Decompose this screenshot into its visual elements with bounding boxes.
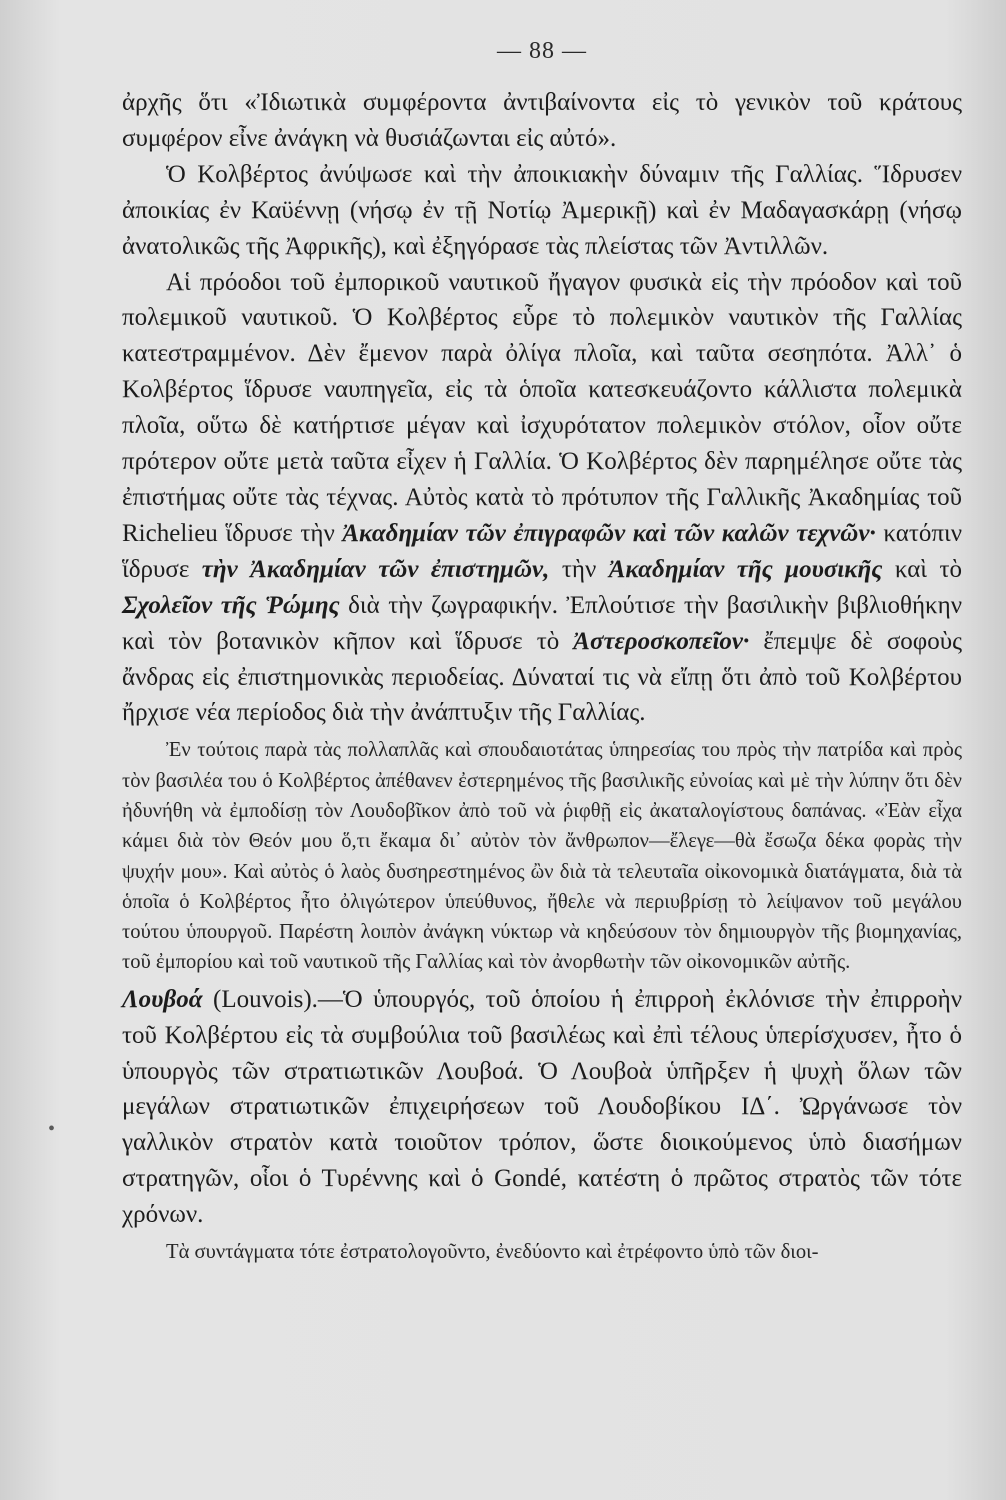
navy-text: Αἱ πρόοδοι τοῦ ἐμπορικοῦ ναυτικοῦ ἤγαγον φυσικὰ εἰς τὴν πρόοδον καὶ τοῦ πολεμικοῦ ναυτικοῦ. Ὁ Κολβέρτος εὗρε τὸ πολεμικὸν ναυτικὸν τῆς Γαλλίας κατεστραμμένον. Δὲν ἔμενον παρὰ ὀλίγα πλοῖα, καὶ ταῦτα σεσηπότα. Ἀλλ᾿ ὁ Κολβέρτος ἵδρυσε ναυπηγεῖα, εἰς τὰ ὁποῖα κατεσκευάζοντο κάλλιστα πολεμικὰ πλοῖα, οὕτω δὲ κατήρτισε μέγαν καὶ ἰσχυρότατον πολεμικὸν στόλον, οἷον οὔτε πρότερον οὔτε μετὰ ταῦτα εἶχεν ἡ Γαλλία. Ὁ Κολβέρτος δὲν παρημέλησε οὔτε τὰς ἐπιστήμας οὔτε τὰς τέχνας. Αὐτὸς κατὰ τὸ πρότυπον τῆς Γαλλικῆς Ἀκαδημίας τοῦ Richelieu ἵδρυσε τὴν xyxy=(122,268,962,547)
margin-dot: • xyxy=(48,1118,56,1140)
academy-inscriptions-term: Ἀκαδημίαν τῶν ἐπιγραφῶν καὶ τῶν καλῶν τεχνῶν· xyxy=(342,519,876,547)
navy-text-5: διὰ τὴν ζωγραφικήν. Ἐπλούτισε τὴν βασιλικὴν βιβλιοθήκην καὶ τὸν βοτανικὸν κῆπον καὶ ἵδρυσε τὸ xyxy=(122,591,963,655)
school-of-rome-term: Σχολεῖον τῆς Ῥώμης xyxy=(122,591,340,619)
paragraph-navy-and-academies xyxy=(122,265,962,732)
paragraph-regiments: Τὰ συντάγματα τότε ἐστρατολογοῦντο, ἐνεδύοντο καὶ ἐτρέφοντο ὑπὸ τῶν διοι- xyxy=(166,1241,819,1264)
navy-text-4: καὶ τὸ xyxy=(894,555,963,583)
louvois-text: (Louvois).—Ὁ ὑπουργός, τοῦ ὁποίου ἡ ἐπιρροὴ ἐκλόνισε τὴν ἐπιρροὴν τοῦ Κολβέρτου εἰς τὰ συμβούλια τοῦ βασιλέως καὶ ἐπὶ τέλους ὑπερίσχυσεν, ἦτο ὁ ὑπουργὸς τῶν στρατιωτικῶν Λουβοά. Ὁ Λουβοὰ ὑπῆρξεν ἡ ψυχὴ ὅλων τῶν μεγάλων στρατιωτικῶν ἐπιχειρήσεων τοῦ Λουδοβίκου ΙΔ΄. Ὠργάνωσε τὸν γαλλικὸν στρατὸν κατὰ τοιοῦτον τρόπον, ὥστε διοικούμενος ὑπὸ διασήμων στρατηγῶν, οἷοι ὁ Τυρέννης καὶ ὁ Gondé, κατέστη ὁ πρῶτος στρατὸς τῶν τότε χρόνων. xyxy=(122,985,962,1229)
academy-sciences-term: τὴν Ἀκαδημίαν τῶν ἐπιστημῶν, xyxy=(201,555,550,583)
page-number: — 88 — xyxy=(497,38,587,64)
navy-text-6: ἔπεμψε δὲ σοφοὺς ἄνδρας εἰς ἐπιστημονικὰς περιοδείας. Δύναταί τις νὰ εἴπῃ ὅτι ἀπὸ τοῦ Κολβέρτου ἤρχισε νέα περίοδος διὰ τὴν ἀνάπτυξιν τῆς Γαλλίας. xyxy=(122,627,963,727)
paragraph-intro-quote: ἀρχῆς ὅτι «Ἰδιωτικὰ συμφέροντα ἀντιβαίνοντα εἰς τὸ γενικὸν τοῦ κράτους συμφέρον εἶνε ἀνάγκη νὰ θυσιάζωνται εἰς αὐτό». xyxy=(122,89,962,152)
paragraph-louvois xyxy=(122,982,962,1233)
louvois-heading: Λουβοά xyxy=(122,985,203,1013)
navy-text-2: κατόπιν ἵδρυσε xyxy=(122,519,963,583)
paragraph-colonial-power: Ὁ Κολβέρτος ἀνύψωσε καὶ τὴν ἀποικιακὴν δύναμιν τῆς Γαλλίας. Ἵδρυσεν ἀποικίας ἐν Καϋέννῃ (νήσῳ ἐν τῇ Νοτίῳ Ἀμερικῇ) καὶ ἐν Μαδαγασκάρῃ (νήσῳ ἀνατολικῶς τῆς Ἀφρικῆς), καὶ ἐξηγόρασε τὰς πλείστας τῶν Ἀντιλλῶν. xyxy=(122,160,962,260)
navy-text-3: τὴν xyxy=(561,555,597,583)
paragraph-colbert-death: Ἐν τούτοις παρὰ τὰς πολλαπλᾶς καὶ σπουδαιοτάτας ὑπηρεσίας του πρὸς τὴν πατρίδα καὶ πρὸς τὸν βασιλέα του ὁ Κολβέρτος ἀπέθανεν ἐστερημένος τῆς βασιλικῆς εὐνοίας καὶ μὲ τὴν λύπην ὅτι δὲν ἠδυνήθη νὰ ἐμποδίσῃ τὸν Λουδοβῖκον ἀπὸ τοῦ νὰ ῥιφθῇ εἰς ἀκαταλογίστους δαπάνας. «Ἐὰν εἶχα κάμει διὰ τὸν Θεόν μου ὅ,τι ἔκαμα δι᾿ αὐτὸν τὸν ἄνθρωπον—ἔλεγε—θὰ ἔσωζα δέκα φορὰς τὴν ψυχήν μου». Καὶ αὐτὸς ὁ λαὸς δυσηρεστημένος ὢν διὰ τὰ τελευταῖα οἰκονομικὰ διατάγματα, διὰ τὰ ὁποῖα ὁ Κολβέρτος ἦτο ὀλιγώτερον ὑπεύθυνος, ἤθελε νὰ περιυβρίσῃ τὸ λείψανον τοῦ μεγάλου τούτου ὑπουργοῦ. Παρέστη λοιπὸν ἀνάγκη νύκτωρ νὰ κηδεύσουν τὸν δημιουργὸν τῆς βιομηχανίας, τοῦ ἐμπορίου καὶ τοῦ ναυτικοῦ τῆς Γαλλίας καὶ τὸν ἀνορθωτὴν τῶν οἰκονομικῶν αὐτῆς. xyxy=(122,739,962,974)
academy-music-term: Ἀκαδημίαν τῆς μουσικῆς xyxy=(608,555,883,583)
observatory-term: Ἀστεροσκοπεῖον· xyxy=(573,627,750,655)
